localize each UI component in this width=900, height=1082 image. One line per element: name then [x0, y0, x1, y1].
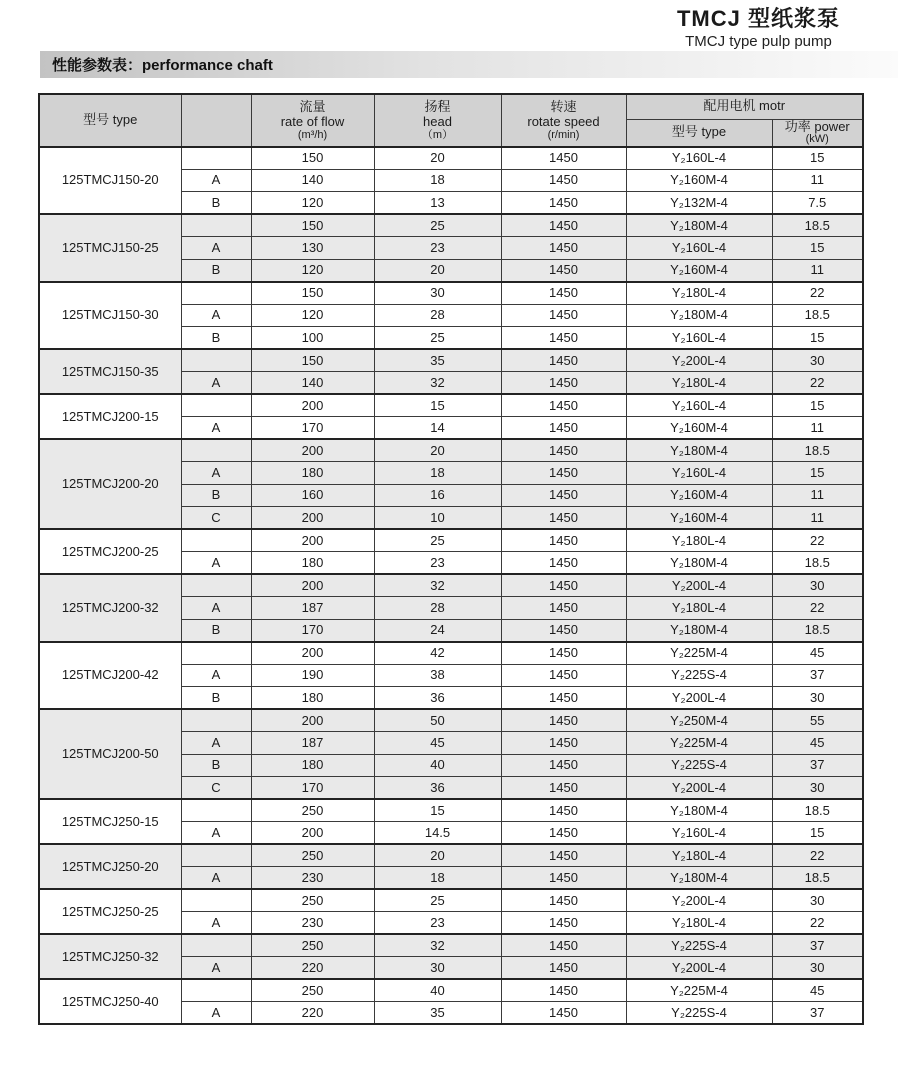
model-cell: 125TMCJ250-32: [39, 934, 181, 979]
variant-cell: [181, 889, 251, 912]
power-cell: 15: [772, 394, 863, 417]
speed-cell: 1450: [501, 642, 626, 665]
motor-cell: Y₂200L-4: [626, 889, 772, 912]
variant-cell: A: [181, 417, 251, 440]
flow-cell: 187: [251, 597, 374, 620]
head-cell: 23: [374, 552, 501, 575]
motor-cell: Y₂160L-4: [626, 147, 772, 170]
table-body: [39, 147, 863, 1025]
variant-cell: [181, 529, 251, 552]
col-header-speed-cn: 转速: [550, 98, 577, 114]
flow-cell: 250: [251, 979, 374, 1002]
power-cell: 30: [772, 574, 863, 597]
power-cell: 11: [772, 417, 863, 440]
motor-cell: Y₂160M-4: [626, 484, 772, 507]
motor-cell: Y₂180M-4: [626, 439, 772, 462]
power-cell: 22: [772, 912, 863, 935]
col-header-speed-unit: (r/min): [547, 128, 580, 141]
variant-cell: B: [181, 327, 251, 350]
variant-cell: [181, 439, 251, 462]
head-cell: 35: [374, 349, 501, 372]
variant-cell: A: [181, 597, 251, 620]
motor-cell: Y₂160L-4: [626, 394, 772, 417]
head-cell: 50: [374, 709, 501, 732]
flow-cell: 170: [251, 417, 374, 440]
model-cell: 125TMCJ250-25: [39, 889, 181, 934]
motor-cell: Y₂180M-4: [626, 214, 772, 237]
speed-cell: 1450: [501, 282, 626, 305]
performance-table: [38, 93, 864, 1025]
head-cell: 38: [374, 664, 501, 687]
speed-cell: 1450: [501, 214, 626, 237]
power-cell: 22: [772, 282, 863, 305]
head-cell: 20: [374, 147, 501, 170]
head-cell: 24: [374, 619, 501, 642]
flow-cell: 200: [251, 642, 374, 665]
speed-cell: 1450: [501, 664, 626, 687]
speed-cell: 1450: [501, 237, 626, 260]
power-cell: 7.5: [772, 192, 863, 215]
model-cell: 125TMCJ250-40: [39, 979, 181, 1024]
head-cell: 16: [374, 484, 501, 507]
variant-cell: A: [181, 912, 251, 935]
motor-cell: Y₂225S-4: [626, 664, 772, 687]
col-header-motor-model: 型号 type: [626, 119, 772, 147]
variant-cell: A: [181, 822, 251, 845]
speed-cell: 1450: [501, 552, 626, 575]
table-row: [39, 799, 863, 822]
flow-cell: 150: [251, 282, 374, 305]
variant-cell: [181, 394, 251, 417]
power-cell: 45: [772, 732, 863, 755]
speed-cell: 1450: [501, 687, 626, 710]
speed-cell: 1450: [501, 417, 626, 440]
power-cell: 37: [772, 664, 863, 687]
col-header-flow-en: rate of flow: [280, 113, 345, 129]
flow-cell: 150: [251, 214, 374, 237]
flow-cell: 120: [251, 259, 374, 282]
motor-cell: Y₂160L-4: [626, 327, 772, 350]
head-cell: 14: [374, 417, 501, 440]
flow-cell: 250: [251, 844, 374, 867]
flow-cell: 200: [251, 507, 374, 530]
motor-cell: Y₂200L-4: [626, 777, 772, 800]
col-header-power: [772, 119, 863, 147]
speed-cell: 1450: [501, 1002, 626, 1025]
speed-cell: 1450: [501, 462, 626, 485]
speed-cell: 1450: [501, 349, 626, 372]
head-cell: 45: [374, 732, 501, 755]
col-header-head-en: head: [423, 113, 452, 129]
page-title: TMCJ 型纸浆泵: [676, 6, 840, 31]
flow-cell: 190: [251, 664, 374, 687]
speed-cell: 1450: [501, 574, 626, 597]
model-cell: 125TMCJ250-20: [39, 844, 181, 889]
variant-cell: [181, 979, 251, 1002]
motor-cell: Y₂180M-4: [626, 552, 772, 575]
head-cell: 25: [374, 214, 501, 237]
head-cell: 25: [374, 529, 501, 552]
col-header-variant: [181, 94, 251, 147]
variant-cell: B: [181, 259, 251, 282]
variant-cell: [181, 214, 251, 237]
head-cell: 18: [374, 462, 501, 485]
speed-cell: 1450: [501, 529, 626, 552]
power-cell: 18.5: [772, 439, 863, 462]
motor-cell: Y₂180L-4: [626, 844, 772, 867]
speed-cell: 1450: [501, 259, 626, 282]
power-cell: 15: [772, 327, 863, 350]
head-cell: 15: [374, 799, 501, 822]
variant-cell: A: [181, 552, 251, 575]
head-cell: 32: [374, 934, 501, 957]
table-row: [39, 214, 863, 237]
flow-cell: 180: [251, 754, 374, 777]
power-cell: 37: [772, 934, 863, 957]
power-cell: 15: [772, 147, 863, 170]
power-cell: 22: [772, 372, 863, 395]
speed-cell: 1450: [501, 889, 626, 912]
section-label: 性能参数表：performance chaft: [52, 57, 273, 74]
model-cell: 125TMCJ200-25: [39, 529, 181, 574]
col-header-speed: [501, 94, 626, 147]
variant-cell: A: [181, 169, 251, 192]
model-cell: 125TMCJ200-32: [39, 574, 181, 642]
variant-cell: B: [181, 687, 251, 710]
speed-cell: 1450: [501, 777, 626, 800]
flow-cell: 120: [251, 192, 374, 215]
variant-cell: [181, 349, 251, 372]
head-cell: 14.5: [374, 822, 501, 845]
head-cell: 40: [374, 754, 501, 777]
flow-cell: 250: [251, 934, 374, 957]
col-header-model: 型号 type: [39, 94, 181, 147]
power-cell: 11: [772, 507, 863, 530]
motor-cell: Y₂200L-4: [626, 957, 772, 980]
head-cell: 36: [374, 687, 501, 710]
power-cell: 11: [772, 169, 863, 192]
motor-cell: Y₂160M-4: [626, 417, 772, 440]
table-row: [39, 529, 863, 552]
variant-cell: [181, 147, 251, 170]
flow-cell: 220: [251, 957, 374, 980]
power-cell: 30: [772, 349, 863, 372]
speed-cell: 1450: [501, 439, 626, 462]
col-header-head-unit: （m）: [421, 128, 454, 141]
variant-cell: B: [181, 484, 251, 507]
power-cell: 18.5: [772, 867, 863, 890]
speed-cell: 1450: [501, 372, 626, 395]
motor-cell: Y₂225S-4: [626, 754, 772, 777]
variant-cell: A: [181, 237, 251, 260]
head-cell: 10: [374, 507, 501, 530]
motor-cell: Y₂160L-4: [626, 462, 772, 485]
motor-cell: Y₂225M-4: [626, 732, 772, 755]
speed-cell: 1450: [501, 934, 626, 957]
speed-cell: 1450: [501, 394, 626, 417]
flow-cell: 187: [251, 732, 374, 755]
col-header-power-unit: (kW): [805, 133, 829, 146]
variant-cell: A: [181, 462, 251, 485]
speed-cell: 1450: [501, 844, 626, 867]
head-cell: 23: [374, 237, 501, 260]
head-cell: 20: [374, 439, 501, 462]
section-header-bar: [40, 51, 898, 78]
head-cell: 15: [374, 394, 501, 417]
variant-cell: C: [181, 507, 251, 530]
head-cell: 40: [374, 979, 501, 1002]
head-cell: 25: [374, 327, 501, 350]
variant-cell: [181, 709, 251, 732]
model-cell: 125TMCJ200-42: [39, 642, 181, 710]
power-cell: 18.5: [772, 552, 863, 575]
flow-cell: 200: [251, 709, 374, 732]
flow-cell: 200: [251, 394, 374, 417]
power-cell: 22: [772, 844, 863, 867]
table-row: [39, 349, 863, 372]
col-header-power-cn: 功率 power: [784, 118, 850, 134]
variant-cell: A: [181, 732, 251, 755]
model-cell: 125TMCJ200-20: [39, 439, 181, 529]
power-cell: 22: [772, 529, 863, 552]
variant-cell: [181, 844, 251, 867]
power-cell: 18.5: [772, 799, 863, 822]
head-cell: 30: [374, 957, 501, 980]
speed-cell: 1450: [501, 754, 626, 777]
head-cell: 20: [374, 844, 501, 867]
power-cell: 18.5: [772, 304, 863, 327]
table-row: [39, 934, 863, 957]
flow-cell: 200: [251, 439, 374, 462]
motor-cell: Y₂160M-4: [626, 169, 772, 192]
head-cell: 42: [374, 642, 501, 665]
power-cell: 30: [772, 687, 863, 710]
motor-cell: Y₂200L-4: [626, 349, 772, 372]
variant-cell: [181, 574, 251, 597]
speed-cell: 1450: [501, 507, 626, 530]
speed-cell: 1450: [501, 147, 626, 170]
flow-cell: 200: [251, 574, 374, 597]
power-cell: 37: [772, 754, 863, 777]
model-cell: 125TMCJ150-35: [39, 349, 181, 394]
flow-cell: 150: [251, 349, 374, 372]
speed-cell: 1450: [501, 709, 626, 732]
power-cell: 18.5: [772, 214, 863, 237]
speed-cell: 1450: [501, 619, 626, 642]
flow-cell: 180: [251, 687, 374, 710]
model-cell: 125TMCJ150-20: [39, 147, 181, 215]
motor-cell: Y₂180M-4: [626, 867, 772, 890]
table-row: [39, 979, 863, 1002]
variant-cell: A: [181, 372, 251, 395]
motor-cell: Y₂180L-4: [626, 597, 772, 620]
flow-cell: 140: [251, 169, 374, 192]
variant-cell: [181, 642, 251, 665]
head-cell: 30: [374, 282, 501, 305]
speed-cell: 1450: [501, 979, 626, 1002]
power-cell: 45: [772, 642, 863, 665]
motor-cell: Y₂180L-4: [626, 282, 772, 305]
motor-cell: Y₂225M-4: [626, 642, 772, 665]
flow-cell: 180: [251, 462, 374, 485]
power-cell: 15: [772, 237, 863, 260]
variant-cell: A: [181, 664, 251, 687]
power-cell: 30: [772, 957, 863, 980]
model-cell: 125TMCJ250-15: [39, 799, 181, 844]
power-cell: 15: [772, 462, 863, 485]
power-cell: 30: [772, 889, 863, 912]
head-cell: 32: [374, 372, 501, 395]
flow-cell: 180: [251, 552, 374, 575]
power-cell: 15: [772, 822, 863, 845]
variant-cell: B: [181, 754, 251, 777]
power-cell: 18.5: [772, 619, 863, 642]
col-header-flow: [251, 94, 374, 147]
flow-cell: 160: [251, 484, 374, 507]
speed-cell: 1450: [501, 327, 626, 350]
motor-cell: Y₂250M-4: [626, 709, 772, 732]
col-header-flow-unit: (m³/h): [297, 128, 328, 141]
variant-cell: A: [181, 304, 251, 327]
motor-cell: Y₂180L-4: [626, 372, 772, 395]
col-header-flow-cn: 流量: [299, 98, 326, 114]
speed-cell: 1450: [501, 597, 626, 620]
motor-cell: Y₂160L-4: [626, 822, 772, 845]
head-cell: 35: [374, 1002, 501, 1025]
head-cell: 18: [374, 169, 501, 192]
motor-cell: Y₂180L-4: [626, 912, 772, 935]
table-row: [39, 282, 863, 305]
power-cell: 30: [772, 777, 863, 800]
table-row: [39, 147, 863, 170]
head-cell: 23: [374, 912, 501, 935]
col-header-head-cn: 扬程: [424, 98, 451, 114]
head-cell: 28: [374, 597, 501, 620]
variant-cell: [181, 799, 251, 822]
variant-cell: [181, 282, 251, 305]
motor-cell: Y₂132M-4: [626, 192, 772, 215]
motor-cell: Y₂180M-4: [626, 799, 772, 822]
flow-cell: 120: [251, 304, 374, 327]
power-cell: 22: [772, 597, 863, 620]
motor-cell: Y₂160L-4: [626, 237, 772, 260]
head-cell: 18: [374, 867, 501, 890]
flow-cell: 220: [251, 1002, 374, 1025]
flow-cell: 170: [251, 777, 374, 800]
table-row: [39, 642, 863, 665]
flow-cell: 140: [251, 372, 374, 395]
flow-cell: 230: [251, 912, 374, 935]
variant-cell: B: [181, 192, 251, 215]
table-row: [39, 439, 863, 462]
col-header-head: [374, 94, 501, 147]
table-row: [39, 574, 863, 597]
speed-cell: 1450: [501, 484, 626, 507]
flow-cell: 250: [251, 799, 374, 822]
flow-cell: 130: [251, 237, 374, 260]
variant-cell: C: [181, 777, 251, 800]
motor-cell: Y₂180M-4: [626, 619, 772, 642]
flow-cell: 250: [251, 889, 374, 912]
table-row: [39, 889, 863, 912]
variant-cell: A: [181, 867, 251, 890]
variant-cell: A: [181, 1002, 251, 1025]
document-header: [677, 6, 840, 52]
flow-cell: 200: [251, 529, 374, 552]
head-cell: 20: [374, 259, 501, 282]
flow-cell: 170: [251, 619, 374, 642]
head-cell: 25: [374, 889, 501, 912]
flow-cell: 150: [251, 147, 374, 170]
power-cell: 37: [772, 1002, 863, 1025]
motor-cell: Y₂225S-4: [626, 934, 772, 957]
model-cell: 125TMCJ200-50: [39, 709, 181, 799]
speed-cell: 1450: [501, 957, 626, 980]
flow-cell: 230: [251, 867, 374, 890]
head-cell: 13: [374, 192, 501, 215]
speed-cell: 1450: [501, 169, 626, 192]
motor-cell: Y₂225S-4: [626, 1002, 772, 1025]
head-cell: 32: [374, 574, 501, 597]
motor-cell: Y₂225M-4: [626, 979, 772, 1002]
motor-cell: Y₂160M-4: [626, 507, 772, 530]
table-row: [39, 394, 863, 417]
table-row: [39, 709, 863, 732]
motor-cell: Y₂180L-4: [626, 529, 772, 552]
model-cell: 125TMCJ150-25: [39, 214, 181, 282]
motor-cell: Y₂200L-4: [626, 574, 772, 597]
head-cell: 36: [374, 777, 501, 800]
model-cell: 125TMCJ200-15: [39, 394, 181, 439]
speed-cell: 1450: [501, 822, 626, 845]
power-cell: 55: [772, 709, 863, 732]
variant-cell: [181, 934, 251, 957]
power-cell: 45: [772, 979, 863, 1002]
power-cell: 11: [772, 484, 863, 507]
variant-cell: B: [181, 619, 251, 642]
flow-cell: 200: [251, 822, 374, 845]
model-cell: 125TMCJ150-30: [39, 282, 181, 350]
speed-cell: 1450: [501, 192, 626, 215]
speed-cell: 1450: [501, 867, 626, 890]
col-header-motor-group: 配用电机 motr: [626, 94, 863, 119]
motor-cell: Y₂180M-4: [626, 304, 772, 327]
speed-cell: 1450: [501, 304, 626, 327]
variant-cell: A: [181, 957, 251, 980]
head-cell: 28: [374, 304, 501, 327]
page-subtitle: TMCJ type pulp pump: [685, 33, 832, 51]
col-header-speed-en: rotate speed: [527, 113, 600, 129]
table-row: [39, 844, 863, 867]
speed-cell: 1450: [501, 799, 626, 822]
flow-cell: 100: [251, 327, 374, 350]
speed-cell: 1450: [501, 732, 626, 755]
motor-cell: Y₂200L-4: [626, 687, 772, 710]
motor-cell: Y₂160M-4: [626, 259, 772, 282]
power-cell: 11: [772, 259, 863, 282]
table-header: [39, 94, 863, 147]
speed-cell: 1450: [501, 912, 626, 935]
